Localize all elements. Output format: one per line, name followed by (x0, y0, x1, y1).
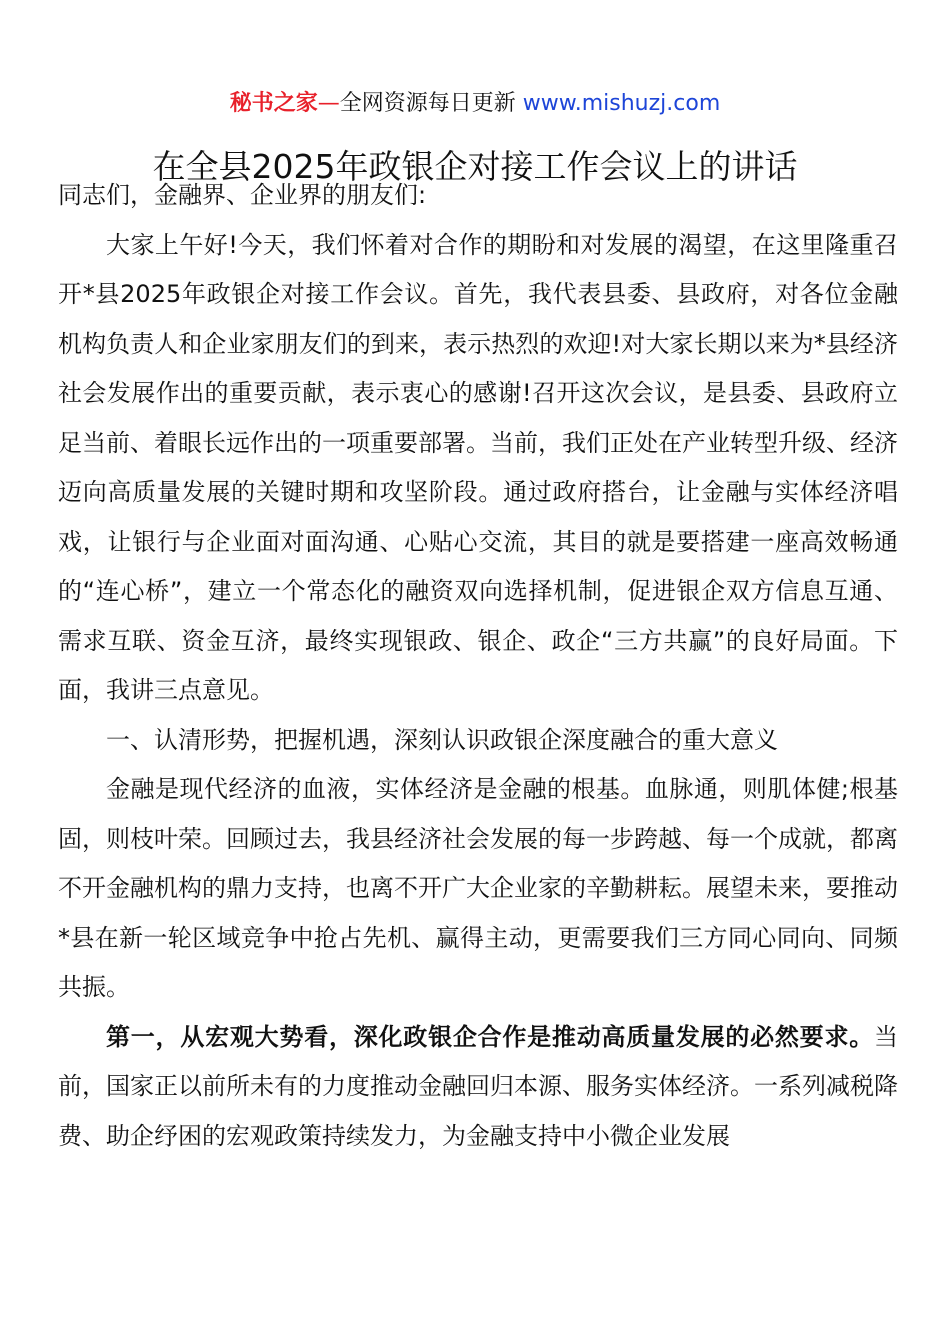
speech-body (58, 171, 898, 1161)
brand-name: 秘书之家 (229, 91, 318, 116)
site-url-link[interactable]: www.mishuzj.com (522, 91, 721, 116)
header-tagline: 全网资源每日更新 (339, 91, 516, 116)
header-dash: — (317, 91, 340, 116)
section-paragraph: 金融是现代经济的血液，实体经济是金融的根基。血脉通，则肌体健;根基固，则枝叶荣。回顾过去，我县经济社会发展的每一步跨越、每一个成就，都离不开金融机构的鼎力支持，也离不开广大企业家的辛勤耕耘。展望未来，要推动*县在新一轮区域竞争中抢占先机、赢得主动，更需要我们三方同心同向、同频共振。 (58, 775, 898, 1001)
site-header (0, 88, 950, 120)
point-one-body: 当前，国家正以前所未有的力度推动金融回归本源、服务实体经济。一系列减税降费、助企纾困的宏观政策持续发力，为金融支持中小微企业发展 (58, 1022, 898, 1150)
point-one-lead: 第一，从宏观大势看，深化政银企合作是推动高质量发展的必然要求。 (106, 1022, 874, 1051)
opening-paragraph: 大家上午好!今天，我们怀着对合作的期盼和对发展的渴望，在这里隆重召开*县2025年政银企对接工作会议。首先，我代表县委、县政府，对各位金融机构负责人和企业家朋友们的到来，表示热烈的欢迎!对大家长期以来为*县经济社会发展作出的重要贡献，表示衷心的感谢!召开这次会议，是县委、县政府立足当前、着眼长远作出的一项重要部署。当前，我们正处在产业转型升级、经济迈向高质量发展的关键时期和攻坚阶段。通过政府搭台，让金融与实体经济唱戏，让银行与企业面对面沟通、心贴心交流，其目的就是要搭建一座高效畅通的“连心桥”，建立一个常态化的融资双向选择机制，促进银企双方信息互通、需求互联、资金互济，最终实现银政、银企、政企“三方共赢”的良好局面。下面，我讲三点意见。 (58, 230, 898, 704)
salutation: 同志们，金融界、企业界的朋友们: (58, 181, 427, 209)
section-heading: 一、认清形势，把握机遇，深刻认识政银企深度融合的重大意义 (106, 725, 778, 754)
page-title: 在全县2025年政银企对接工作会议上的讲话 (152, 147, 798, 186)
point-one-paragraph (58, 1013, 898, 1162)
